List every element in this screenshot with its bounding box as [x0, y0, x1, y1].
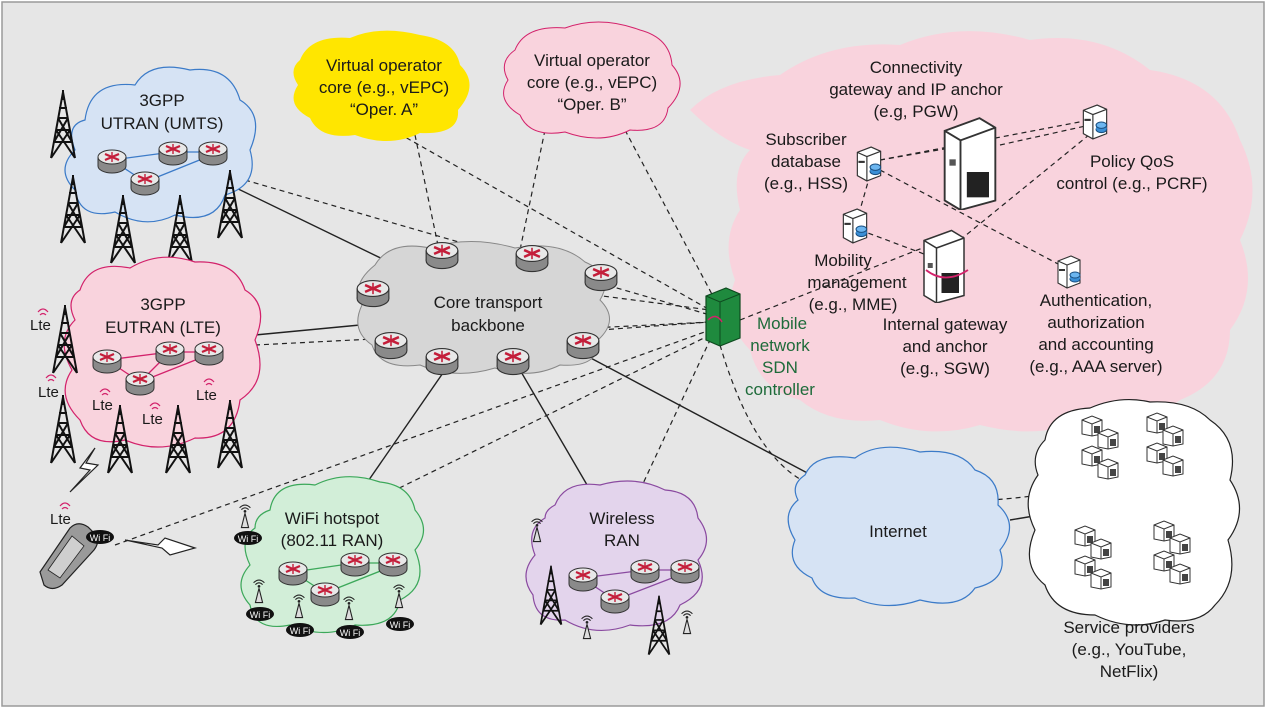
server-rack-icon: [1170, 564, 1190, 584]
wifi-title-line2: (802.11 RAN): [280, 531, 384, 550]
eutran-router: [93, 350, 121, 373]
lte-tag: Lte: [92, 397, 113, 414]
mme-line3: (e.g., MME): [808, 295, 898, 314]
aaa-line4: (e.g., AAA server): [1029, 357, 1163, 376]
sdn-line3: SDN: [762, 358, 798, 377]
pcrf-server-icon: [1083, 105, 1106, 139]
utran-router: [131, 172, 159, 195]
hss-database-icon: [857, 147, 880, 181]
oper-b-line3: “Oper. B”: [557, 95, 627, 114]
wifi-router: [379, 553, 407, 576]
service-providers-line3: NetFlix): [1099, 662, 1159, 681]
wifi-tag: Wi Fi: [389, 620, 411, 630]
utran-router: [199, 142, 227, 165]
eutran-router: [156, 342, 184, 365]
wifi-tag: Wi Fi: [289, 626, 311, 636]
oper-b-line1: Virtual operator: [534, 51, 650, 70]
wifi-router: [279, 562, 307, 585]
pgw-line1: Connectivity: [869, 58, 963, 77]
wireless-router: [631, 560, 659, 583]
wifi-tag: Wi Fi: [339, 628, 361, 638]
sdn-line2: network: [750, 336, 810, 355]
server-rack-icon: [1098, 429, 1118, 449]
mme-line1: Mobility: [814, 251, 872, 270]
lte-tag: Lte: [196, 387, 217, 404]
server-rack-icon: [1091, 569, 1111, 589]
wifi-router: [341, 553, 369, 576]
pcrf-line2: control (e.g., PCRF): [1056, 174, 1208, 193]
internet-label: Internet: [869, 522, 927, 541]
core-router: [426, 243, 458, 269]
pgw-server-icon: [945, 118, 996, 210]
wifi-title-line1: WiFi hotspot: [284, 509, 380, 528]
wireless-router: [671, 560, 699, 583]
lte-tag: Lte: [142, 411, 163, 428]
pgw-line2: gateway and IP anchor: [829, 80, 1003, 99]
core-router: [357, 281, 389, 307]
core-router: [516, 246, 548, 272]
core-router: [497, 349, 529, 375]
server-rack-icon: [1163, 456, 1183, 476]
sdn-line4: controller: [745, 380, 815, 399]
aaa-line1: Authentication,: [1039, 291, 1153, 310]
utran-router: [98, 150, 126, 173]
oper-a-line1: Virtual operator: [326, 56, 442, 75]
wireless-router: [601, 590, 629, 613]
sdn-line1: Mobile: [756, 314, 808, 333]
eutran-router: [126, 372, 154, 395]
sgw-line1: Internal gateway: [882, 315, 1008, 334]
pcrf-line1: Policy QoS: [1089, 152, 1175, 171]
oper-b-line2: core (e.g., vEPC): [526, 73, 658, 92]
wireless-router: [569, 568, 597, 591]
aaa-line2: authorization: [1047, 313, 1145, 332]
sgw-line2: and anchor: [902, 337, 988, 356]
server-rack-icon: [1091, 539, 1111, 559]
service-providers-line2: (e.g., YouTube,: [1071, 640, 1187, 659]
server-rack-icon: [1163, 426, 1183, 446]
eutran-title-line2: EUTRAN (LTE): [105, 318, 221, 337]
sgw-server-icon: [924, 231, 964, 304]
wifi-router: [311, 583, 339, 606]
sgw-line3: (e.g., SGW): [900, 359, 990, 378]
service-providers-line1: Service providers: [1063, 618, 1195, 637]
utran-title-line1: 3GPP: [139, 91, 185, 110]
oper-a-line3: “Oper. A”: [349, 100, 419, 119]
lte-tag: Lte: [38, 384, 59, 401]
core-label-line1: Core transport: [433, 293, 543, 312]
hss-line1: Subscriber: [765, 130, 847, 149]
wifi-tag: Wi Fi: [249, 610, 271, 620]
wifi-tag: Wi Fi: [237, 534, 259, 544]
oper-a-line2: core (e.g., vEPC): [318, 78, 450, 97]
service-providers-cloud: [1028, 400, 1239, 625]
utran-router: [159, 142, 187, 165]
lte-tag: Lte: [50, 511, 71, 528]
mme-line2: management: [807, 273, 907, 292]
core-label-line2: backbone: [451, 316, 525, 335]
server-rack-icon: [1098, 459, 1118, 479]
aaa-line3: and accounting: [1038, 335, 1154, 354]
eutran-title-line1: 3GPP: [140, 295, 186, 314]
aaa-server-icon: [1058, 256, 1080, 288]
core-router: [375, 333, 407, 359]
hss-line2: database: [771, 152, 841, 171]
wifi-tag: Wi Fi: [89, 533, 111, 543]
hss-line3: (e.g., HSS): [763, 174, 849, 193]
wireless-title-line1: Wireless: [589, 509, 655, 528]
mme-server-icon: [843, 209, 866, 243]
utran-title-line2: UTRAN (UMTS): [100, 114, 224, 133]
pgw-line3: (e.g, PGW): [873, 102, 959, 121]
lte-tag: Lte: [30, 317, 51, 334]
eutran-router: [195, 342, 223, 365]
server-rack-icon: [1170, 534, 1190, 554]
core-router: [585, 265, 617, 291]
core-router: [567, 333, 599, 359]
wireless-title-line2: RAN: [604, 531, 640, 550]
sdn-controller-icon: [706, 288, 740, 346]
core-router: [426, 349, 458, 375]
